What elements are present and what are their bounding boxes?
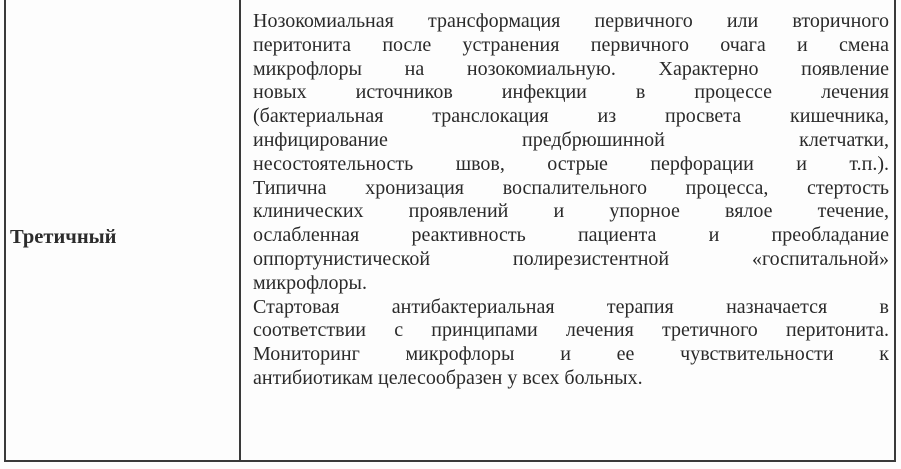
description-line: оппортунистической полирезистентной «госпитальной» xyxy=(253,247,889,270)
description-line: клинических проявлений и упорное вялое течение, xyxy=(253,200,889,223)
description-line: (бактериальная транслокация из просвета кишечника, xyxy=(253,105,889,128)
description-line: Нозокомиальная трансформация первичного или вторичного xyxy=(253,10,889,32)
peritonitis-table-row xyxy=(4,0,896,462)
column-divider xyxy=(239,0,241,460)
description-line: соответствии с принципами лечения третичного перитонита. xyxy=(253,319,889,342)
description-line: Типична хронизация воспалительного процесса, стертость xyxy=(253,176,889,199)
description-line: микрофлоры на нозокомиальную. Характерно появление xyxy=(253,57,889,80)
description-line: перитонита после устранения первичного очага и смена xyxy=(253,33,889,56)
description-line: новых источников инфекции в процессе лечения xyxy=(253,81,889,104)
description-line: несостоятельность швов, острые перфорации и т.п.). xyxy=(253,152,889,175)
description-line: Стартовая антибактериальная терапия назначается в xyxy=(253,295,889,318)
row-label-cell xyxy=(8,0,237,460)
description-line: антибиотикам целесообразен у всех больных. xyxy=(253,366,643,389)
description-line: ослабленная реактивность пациента и преобладание xyxy=(253,224,889,247)
description-line: инфицирование предбрюшинной клетчатки, xyxy=(253,128,889,151)
description-cell xyxy=(253,10,889,391)
row-label-text: Третичный xyxy=(10,225,117,248)
description-line: микрофлоры. xyxy=(253,271,367,294)
description-line: Мониторинг микрофлоры и ее чувствительности к xyxy=(253,343,889,366)
